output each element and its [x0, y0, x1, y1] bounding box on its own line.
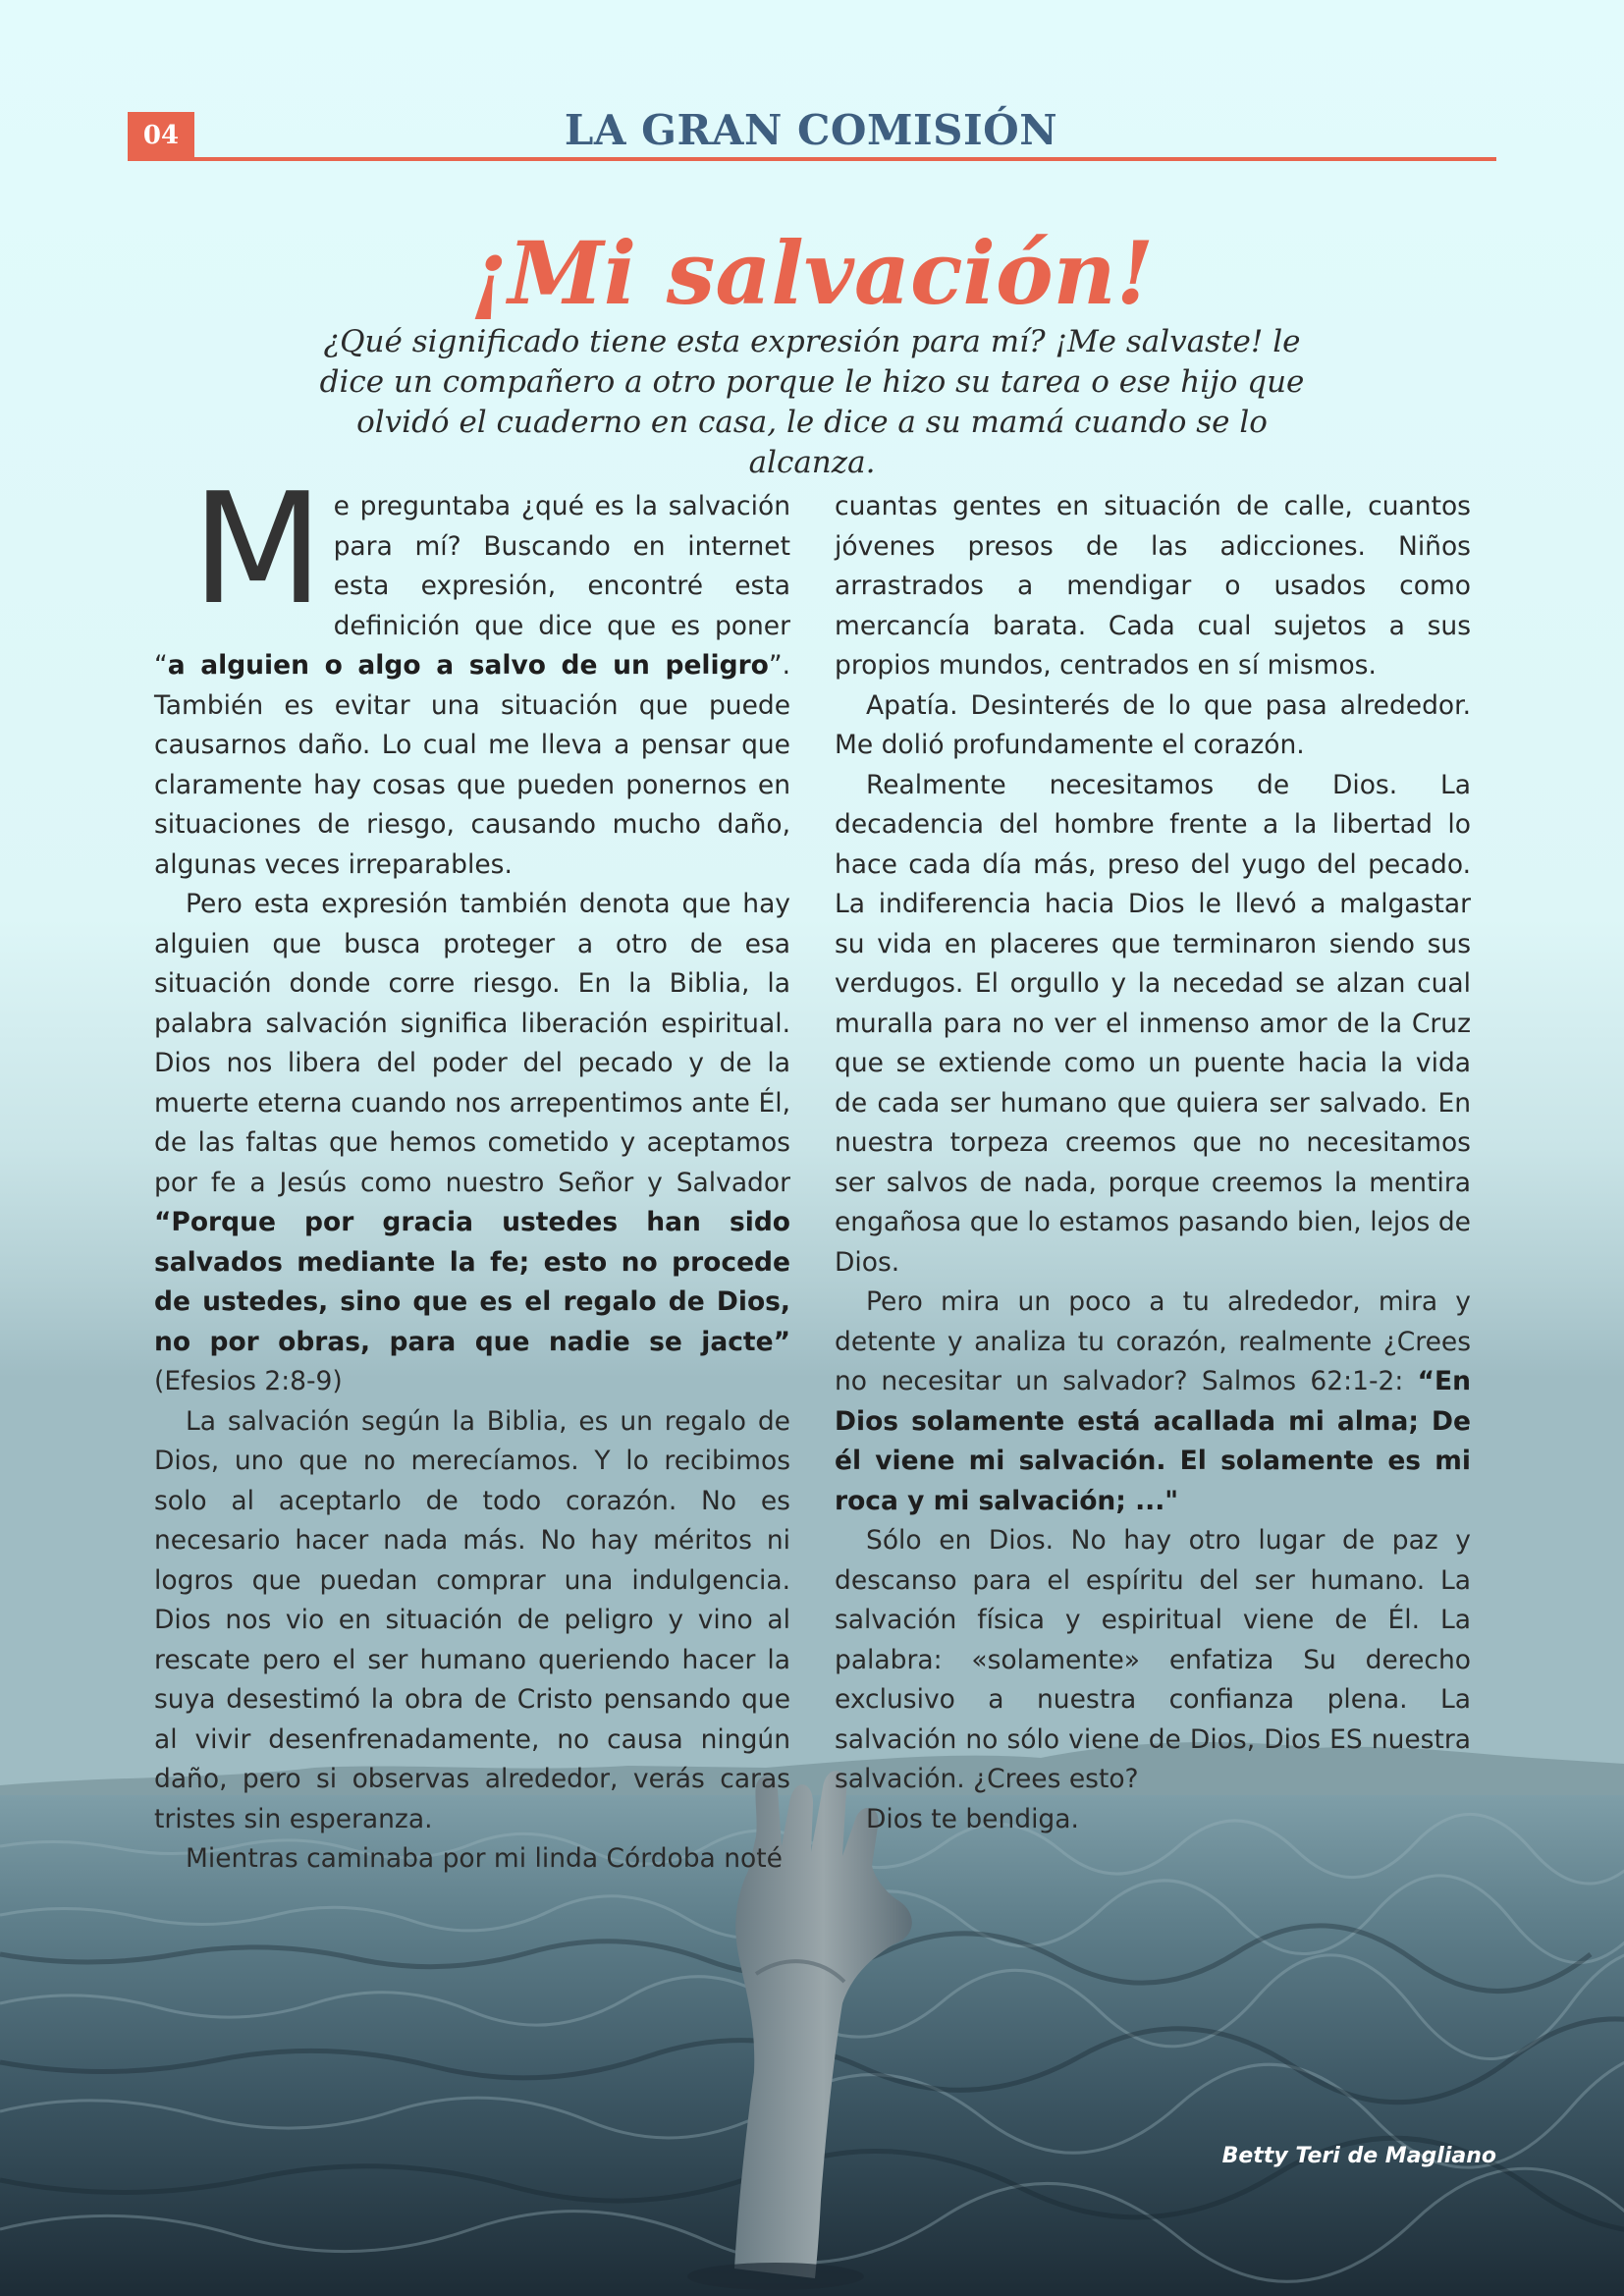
paragraph-7: Pero mira un poco a tu alrededor, mira y detente y analiza tu corazón, realmente ¿Crees no necesitar un salvador? Salmos 62:1-2: “En Dios solamente está acallada mi alma; De él viene mi salvación. El solamente es mi roca y mi salvación; ..." — [835, 1286, 1471, 1516]
paragraph-6: Realmente necesitamos de Dios. La decadencia del hombre frente a la libertad lo hace cada día más, preso del yugo del pecado. La indiferencia hacia Dios le llevó a malgastar su vida en placeres que terminaron siendo sus verdugos. El orgullo y la necedad se alzan cual muralla para no ver el inmenso amor de la Cruz que se extiende como un puente hacia la vida de cada ser humano que quiera ser salvado. En nuestra torpeza creemos que no necesitamos ser salvos de nada, porque creemos la mentira engañosa que lo estamos pasando bien, lejos de Dios. — [835, 769, 1471, 1278]
paragraph-3: La salvación según la Biblia, es un regalo de Dios, uno que no merecíamos. Y lo recibimos solo al aceptarlo de todo corazón. No es necesario hacer nada más. No hay méritos ni logros que puedan comprar una indulgencia. Dios nos vio en situación de peligro y vino al rescate pero el ser humano queriendo hacer la suya desestimó la obra de Cristo pensando que al vivir desenfrenadamente, no causa ningún daño, pero si observas alrededor, verás caras tristes sin esperanza. — [154, 1405, 790, 1834]
section-title: LA GRAN COMISIÓN — [564, 106, 1058, 154]
header-divider — [128, 157, 1496, 161]
drop-cap: M — [191, 460, 324, 638]
author-signature: Betty Teri de Magliano — [1221, 2144, 1496, 2168]
paragraph-5: Apatía. Desinterés de lo que pasa alrededor. Me dolió profundamente el corazón. — [835, 689, 1471, 760]
paragraph-4-continued: cuantas gentes en situación de calle, cuantos jóvenes presos de las adicciones. Niños arrastrados a mendigar o usados como mercancía barata. Cada cual sujetos a sus propios mundos, centrados en sí mismos. — [835, 491, 1471, 681]
article-title: ¡Mi salvación! — [469, 222, 1155, 324]
right-column — [835, 487, 1471, 1839]
paragraph-8: Sólo en Dios. No hay otro lugar de paz y descanso para el espíritu del ser humano. La salvación física y espiritual viene de Él. La palabra: «solamente» enfatiza Su derecho exclusivo a nuestra confianza plena. La salvación no sólo viene de Dios, Dios ES nuestra salvación. ¿Crees esto? — [835, 1525, 1471, 1794]
paragraph-9: Dios te bendiga. — [866, 1803, 1079, 1834]
bible-quote-salmos: “En Dios solamente está acallada mi alma; De él viene mi salvación. El solamente es mi roca y mi salvación; ..." — [835, 1366, 1471, 1516]
left-column — [154, 460, 790, 1880]
bold-definition: a alguien o algo a salvo de un peligro — [167, 650, 769, 681]
paragraph-2: Pero esta expresión también denota que hay alguien que busca proteger a otro de esa situación donde corre riesgo. En la Biblia, la palabra salvación significa liberación espiritual. Dios nos libera del poder del pecado y de la muerte eterna cuando nos arrepentimos ante Él, de las faltas que hemos cometido y aceptamos por fe a Jesús como nuestro Señor y Salvador “Porque por gracia ustedes han sido salvados mediante la fe; esto no procede de ustedes, sino que es el regalo de Dios, no por obras, para que nadie se jacte” (Efesios 2:8-9) — [154, 889, 790, 1396]
bible-quote-efesios: “Porque por gracia ustedes han sido salvados mediante la fe; esto no procede de ustedes, sino que es el regalo de Dios, no por obras, para que nadie se jacte” — [154, 1207, 790, 1357]
page-number: 04 — [128, 112, 194, 159]
article-subtitle: ¿Qué significado tiene esta expresión para mí? ¡Me salvaste! le dice un compañero a otro porque le hizo su tarea o ese hijo que olvidó el cuaderno en casa, le dice a su mamá cuando se lo alcanza. — [319, 324, 1305, 480]
paragraph-1: Me preguntaba ¿qué es la salvación para mí? Buscando en internet esta expresión, encontré esta definición que dice que es poner “a alguien o algo a salvo de un peligro”. También es evitar una situación que puede causarnos daño. Lo cual me lleva a pensar que claramente hay cosas que pueden ponernos en situaciones de riesgo, causando mucho daño, algunas veces irreparables. — [154, 460, 790, 880]
paragraph-4-start: Mientras caminaba por mi linda Córdoba noté — [186, 1843, 783, 1874]
